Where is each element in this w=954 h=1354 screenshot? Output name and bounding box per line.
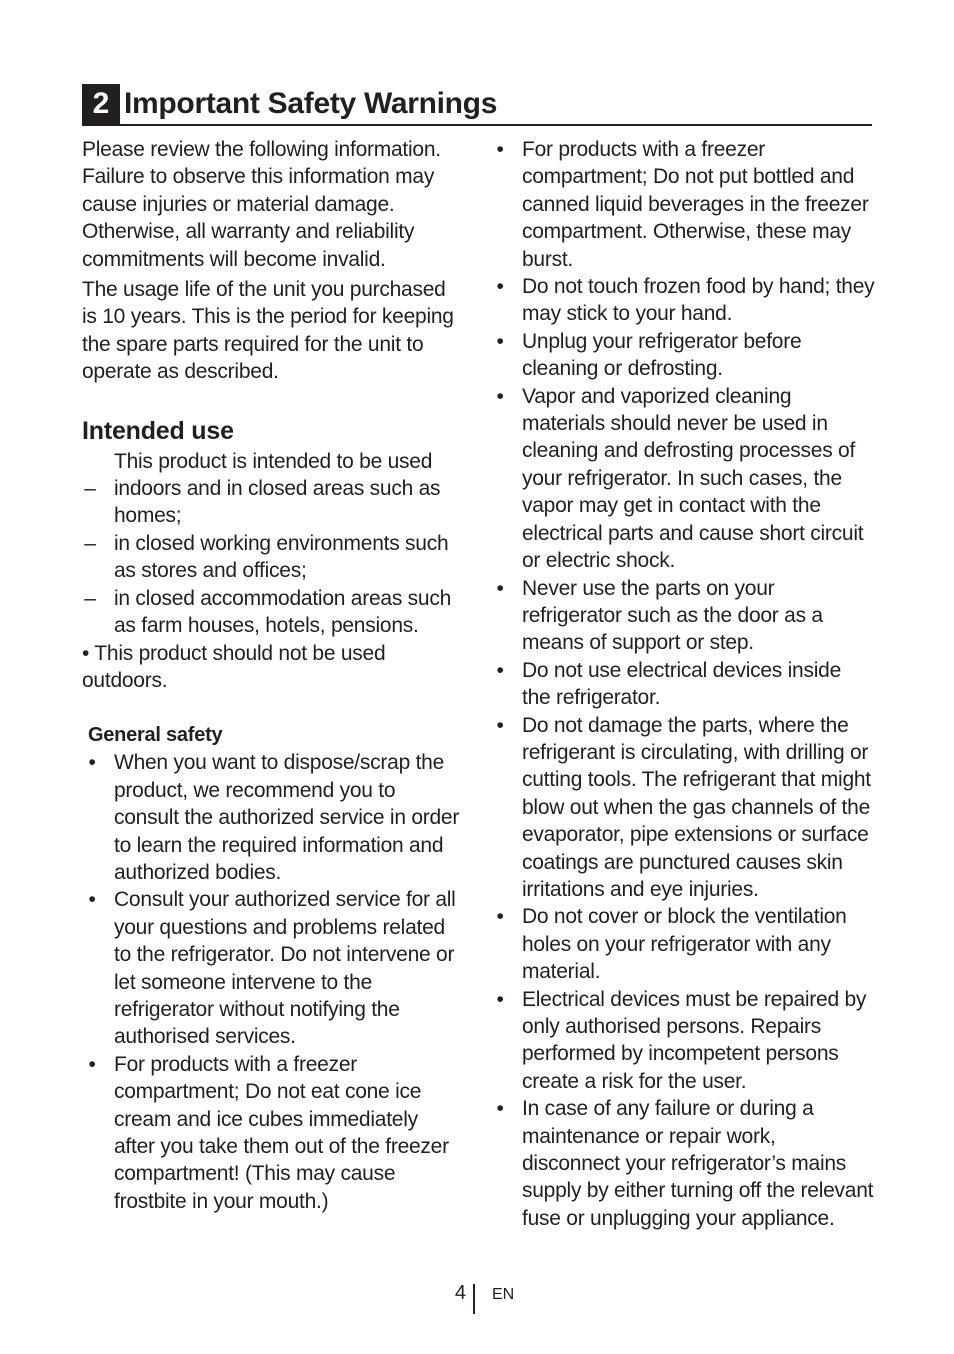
list-item-text: When you want to dispose/scrap the product, we recommend you to consult the authorized service in order to learn the required information and authorized bodies.: [114, 751, 460, 884]
list-item: [490, 136, 875, 273]
list-item: [490, 383, 875, 575]
intro-paragraph: Please review the following information. Failure to observe this information may cause injuries or material damage. Otherwise, all warranty and reliability commitments will become invalid.: [82, 138, 441, 271]
general-safety-heading: General safety: [88, 724, 223, 747]
list-item-text: in closed working environments such as stores and offices;: [114, 531, 449, 583]
list-item-text: Do not cover or block the ventilation holes on your refrigerator with any material.: [522, 905, 847, 984]
list-item: [490, 1095, 875, 1232]
intended-use-lead: This product is intended to be used: [114, 449, 433, 473]
list-item: [490, 712, 875, 904]
bullet-marker: •: [88, 888, 96, 912]
list-item-text: In case of any failure or during a maintenance or repair work, disconnect your refrigerator’s mains supply by either turning off the relevant fuse or unplugging your appliance.: [522, 1097, 874, 1230]
list-item-text: Never use the parts on your refrigerator such as the door as a means of support or step.: [522, 576, 823, 655]
list-item-text: Do not damage the parts, where the refrigerant is circulating, with drilling or cutting tools. The refrigerant that might blow out when the gas channels of the evaporator, pipe extensions or surface coatings are punctured causes skin irritations and eye injuries.: [522, 713, 871, 901]
list-item: [82, 749, 464, 886]
list-item-text: For products with a freezer compartment; Do not put bottled and canned liquid beverages in the freezer compartment. Otherwise, these may burst.: [522, 138, 869, 271]
dash-marker: –: [84, 531, 96, 555]
page-footer: [0, 1280, 954, 1316]
section-number: 2: [82, 84, 120, 124]
list-item-text: Do not use electrical devices inside the refrigerator.: [522, 658, 842, 710]
list-item-text: Electrical devices must be repaired by only authorised persons. Repairs performed by incompetent persons create a risk for the user.: [522, 987, 867, 1093]
list-item-text: Vapor and vaporized cleaning materials should never be used in cleaning and defrosting processes of your refrigerator. In such cases, the vapor may get in contact with the electrical parts and cause short circuit or electric shock.: [522, 384, 864, 573]
bullet-marker: •: [88, 1052, 96, 1076]
page-number: 4: [454, 1282, 466, 1304]
intended-use-heading: Intended use: [82, 416, 234, 445]
list-item-text: For products with a freezer compartment; Do not eat cone ice cream and ice cubes immediately after you take them out of the freezer compartment! (This may cause frostbite in your mouth.): [114, 1052, 449, 1213]
list-item: [82, 1051, 464, 1215]
language-code: EN: [492, 1286, 515, 1303]
list-item: [490, 986, 875, 1096]
bullet-marker: •: [496, 905, 504, 929]
page-title: Important Safety Warnings: [124, 87, 498, 120]
list-item: [490, 273, 875, 328]
list-item: [82, 530, 464, 585]
list-item-text: Unplug your refrigerator before cleaning or defrosting.: [522, 329, 802, 381]
list-item: [82, 585, 464, 640]
list-item-text: Consult your authorized service for all your questions and problems related to the refrigerator. Do not intervene or let someone intervene to the refrigerator without notifying the authorised services.: [114, 888, 456, 1049]
intro-paragraph: The usage life of the unit you purchased is 10 years. This is the period for keeping the spare parts required for the unit to operate as described.: [82, 278, 454, 384]
bullet-marker: •: [496, 576, 504, 600]
footer-divider: [473, 1284, 475, 1314]
bullet-marker: •: [496, 329, 504, 353]
bullet-marker: •: [496, 658, 504, 682]
section-header: [82, 84, 872, 126]
dash-marker: –: [84, 477, 96, 501]
list-item: [82, 475, 464, 530]
bullet-marker: •: [496, 138, 504, 161]
bullet-marker: •: [496, 987, 504, 1011]
list-item-text: in closed accommodation areas such as farm houses, hotels, pensions.: [114, 586, 452, 638]
list-item: [82, 886, 464, 1050]
bullet-marker: •: [88, 751, 96, 775]
list-item: [490, 903, 875, 985]
bullet-marker: •: [496, 713, 504, 737]
outdoor-note: • This product should not be used outdoors.: [82, 641, 386, 692]
bullet-marker: •: [496, 275, 504, 299]
bullet-marker: •: [496, 384, 504, 408]
bullet-marker: •: [496, 1097, 504, 1121]
list-item: [490, 657, 875, 712]
right-column: [490, 136, 875, 1232]
list-item-text: indoors and in closed areas such as homes;: [114, 477, 441, 528]
list-item: [490, 328, 875, 383]
dash-marker: –: [84, 586, 96, 610]
list-item: [490, 575, 875, 657]
left-column: [82, 136, 464, 1215]
list-item-text: Do not touch frozen food by hand; they may stick to your hand.: [522, 275, 875, 326]
